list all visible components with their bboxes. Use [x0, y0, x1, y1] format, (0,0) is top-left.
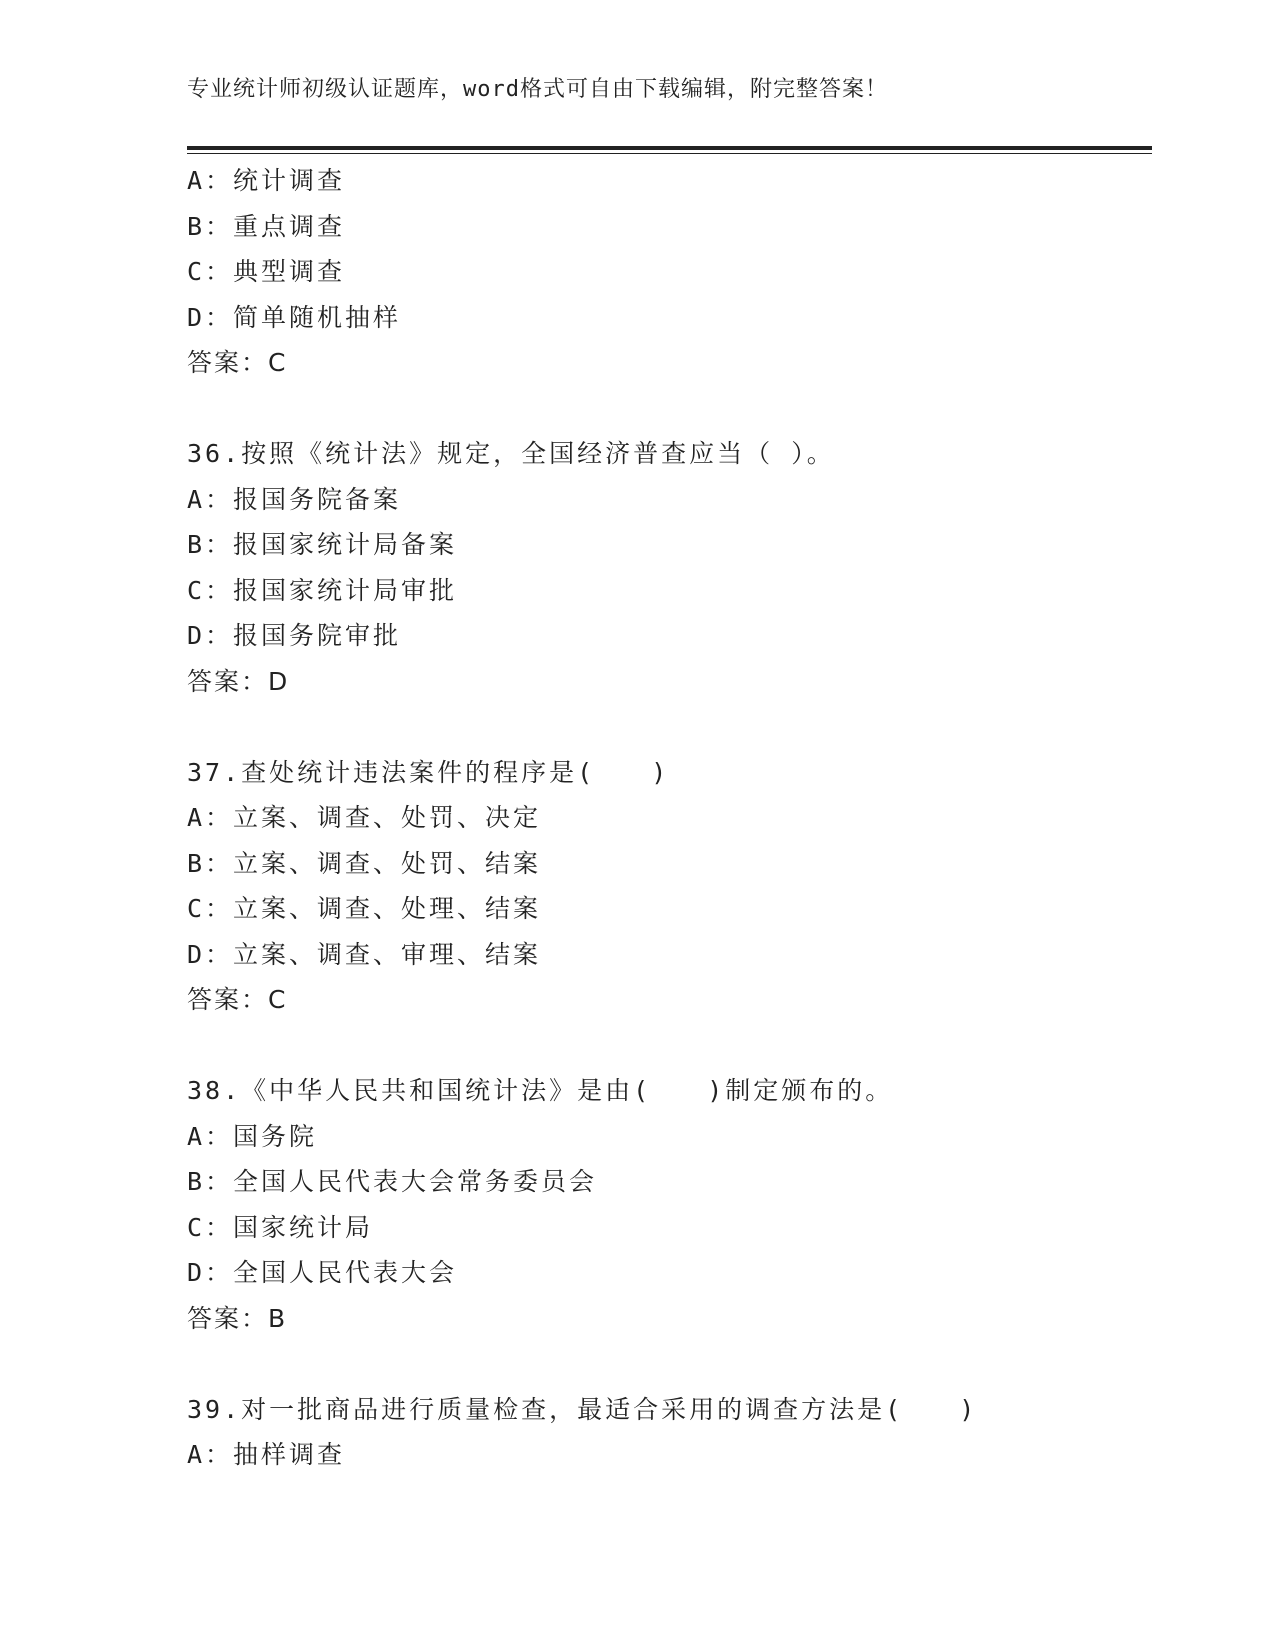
option-a: A：报国务院备案	[187, 484, 402, 514]
option-d: D：立案、调查、审理、结案	[187, 939, 542, 969]
option-a: A：抽样调查	[187, 1440, 346, 1469]
spacer	[187, 386, 1152, 432]
option-c: C：典型调查	[187, 257, 346, 286]
answer: 答案：C	[187, 985, 288, 1014]
spacer	[187, 704, 1152, 750]
answer: 答案：D	[187, 666, 290, 696]
option-c: C：国家统计局	[187, 1212, 374, 1242]
option-a: A：国务院	[187, 1121, 318, 1151]
question-list	[187, 158, 1152, 1478]
option-d: D：报国务院审批	[187, 621, 402, 650]
spacer	[187, 1341, 1152, 1387]
question-38: 38.《中华人民共和国统计法》是由( )制定颁布的。	[187, 1076, 894, 1105]
answer: 答案：B	[187, 1303, 288, 1333]
option-b: B：全国人民代表大会常务委员会	[187, 1167, 598, 1196]
header-rule-thin	[187, 153, 1152, 154]
option-d: D：简单随机抽样	[187, 302, 402, 332]
option-a: A：立案、调查、处罚、决定	[187, 803, 542, 832]
page-header: 专业统计师初级认证题库，word格式可自由下载编辑，附完整答案！	[187, 77, 888, 102]
option-b: B：报国家统计局备案	[187, 530, 458, 559]
question-37: 37.查处统计违法案件的程序是( )	[187, 757, 670, 787]
question-39: 39.对一批商品进行质量检查，最适合采用的调查方法是( )	[187, 1394, 978, 1424]
header-rule-thick	[187, 146, 1152, 150]
option-a: A：统计调查	[187, 166, 346, 195]
spacer	[187, 1023, 1152, 1069]
option-d: D：全国人民代表大会	[187, 1258, 458, 1287]
option-b: B：立案、调查、处罚、结案	[187, 848, 542, 878]
question-36: 36.按照《统计法》规定，全国经济普查应当（ ）。	[187, 439, 835, 468]
option-c: C：报国家统计局审批	[187, 575, 458, 605]
option-b: B：重点调查	[187, 211, 346, 241]
option-c: C：立案、调查、处理、结案	[187, 894, 542, 923]
answer: 答案：C	[187, 348, 288, 377]
